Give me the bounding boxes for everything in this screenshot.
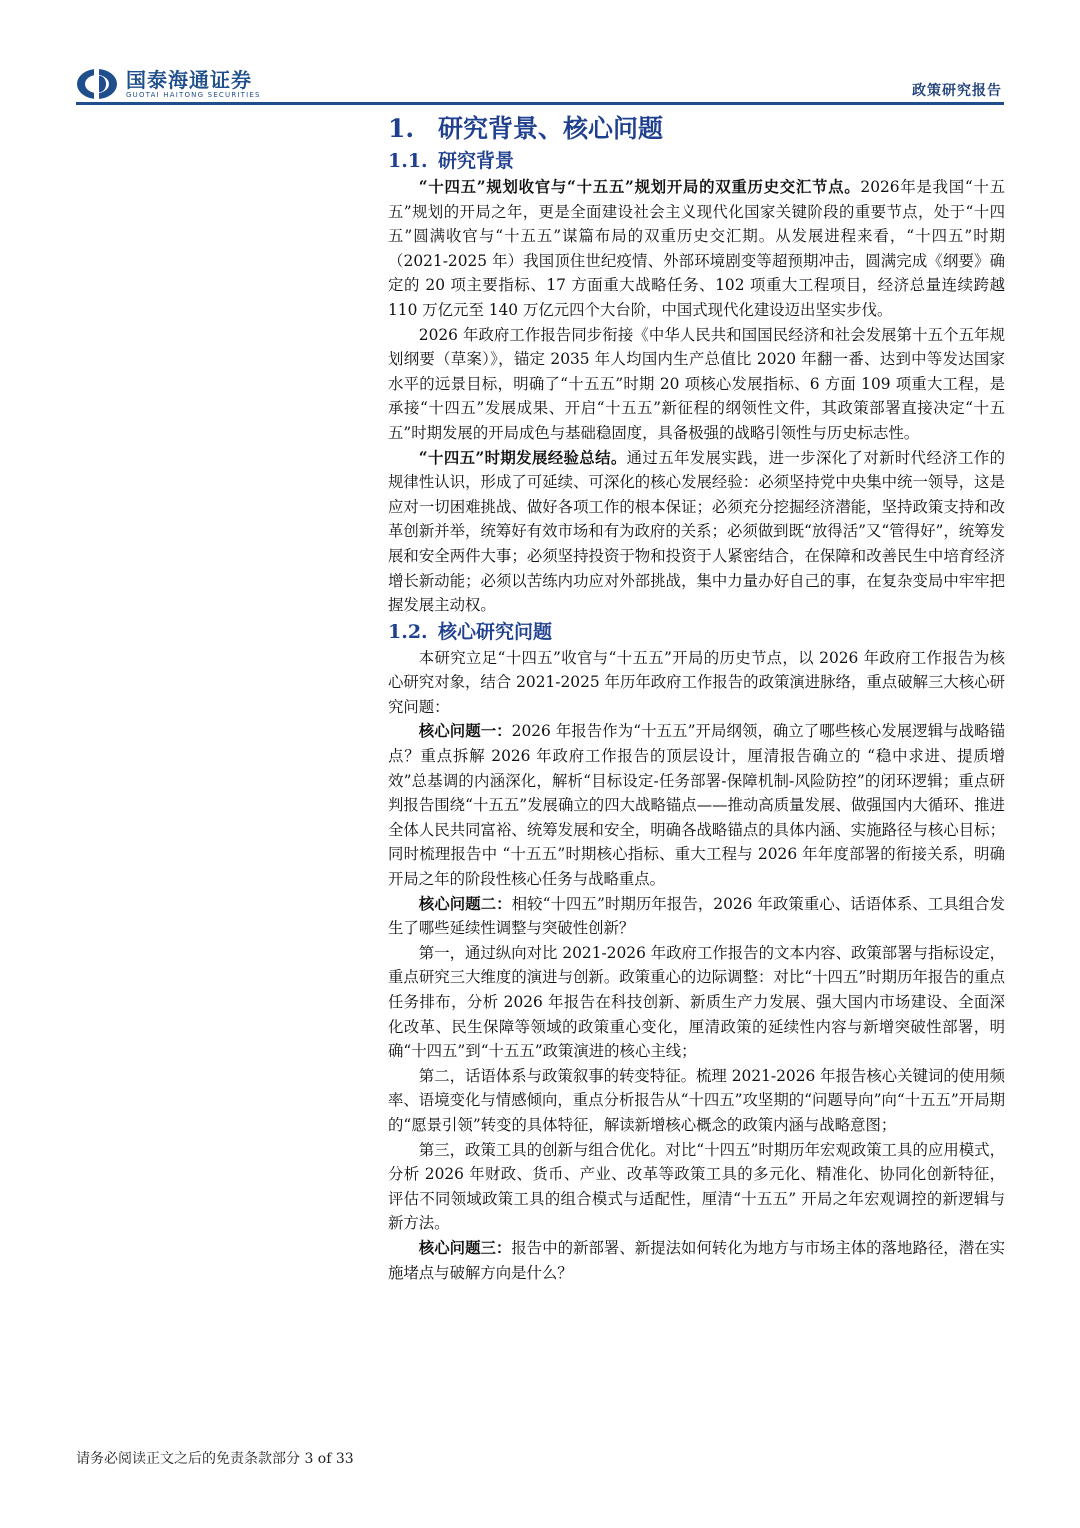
paragraph-core-question-1	[388, 719, 1005, 891]
paragraph-text: 2026年是我国“十五五”规划的开局之年，更是全面建设社会主义现代化国家关键阶段的重要节点，处于“十四五”圆满收官与“十五五”谋篇布局的双重历史交汇期。从发展进程来看，“十四五”时期（2021-2025 年）我国顶住世纪疫情、外部环境剧变等超预期冲击，圆满完成《纲要》确定的 20 项主要指标、17 方面重大战略任务、102 项重大工程项目，经济总量连续跨越 110 万亿元至 140 万亿元四个大台阶，中国式现代化建设迈出坚实步伐。	[388, 178, 1005, 319]
page-footer: 请务必阅读正文之后的免责条款部分 3 of 33	[76, 1451, 354, 1467]
paragraph-lead: “十四五”时期发展经验总结。	[418, 448, 627, 467]
paragraph-core-question-3	[388, 1236, 1005, 1285]
paragraph-third-point	[388, 1138, 1005, 1236]
paragraph-text: 通过五年发展实践，进一步深化了对新时代经济工作的规律性认识，形成了可延续、可深化的核心发展经验：必须坚持党中央集中统一领导，这是应对一切困难挑战、做好各项工作的根本保证；必须充分挖掘经济潜能，坚持政策支持和改革创新并举，统筹好有效市场和有为政府的关系；必须做到既“放得活”又“管得好”，统筹发展和安全两件大事；必须坚持投资于物和投资于人紧密结合，在保障和改善民生中培育经济增长新动能；必须以苦练内功应对外部挑战，集中力量办好自己的事，在复杂变局中牢牢把握发展主动权。	[388, 448, 1005, 615]
section-title: 研究背景、核心问题	[438, 114, 664, 143]
section-heading-1	[388, 111, 1005, 147]
paragraph-lead: “十四五”规划收官与“十五五”规划开局的双重历史交汇节点。	[418, 178, 861, 196]
paragraph-first-point	[388, 941, 1005, 1064]
company-logo	[76, 66, 261, 102]
main-content	[388, 108, 1005, 1285]
paragraph-core-question-2	[388, 892, 1005, 941]
paragraph-text: 第一，通过纵向对比 2021-2026 年政府工作报告的文本内容、政策部署与指标设定，重点研究三大维度的演进与创新。政策重心的边际调整：对比“十四五”时期历年报告的重点任务排布，分析 2026 年报告在科技创新、新质生产力发展、强大国内市场建设、全面深化改革、民生保障等领域的政策重心变化，厘清政策的延续性内容与新增突破性部署，明确“十四五”到“十五五”政策演进的核心主线；	[388, 943, 1005, 1061]
subsection-heading-1-1	[388, 147, 1005, 175]
subsection-title: 研究背景	[438, 150, 515, 172]
logo-english-name: GUOTAI HAITONG SECURITIES	[126, 90, 261, 99]
paragraph-text: 报告中的新部署、新提法如何转化为地方与市场主体的落地路径，潜在实施堵点与破解方向是什么？	[388, 1238, 1005, 1282]
section-number: 1.	[388, 114, 415, 143]
logo-chinese-name: 国泰海通证券	[126, 67, 252, 92]
subsection-title: 核心研究问题	[438, 620, 553, 643]
subsection-number: 1.1.	[388, 150, 428, 172]
paragraph-text: 第三，政策工具的创新与组合优化。对比“十四五”时期历年宏观政策工具的应用模式，分析 2026 年财政、货币、产业、改革等政策工具的多元化、精准化、协同化创新特征，评估不同领域政策工具的组合模式与适配性，厘清“十五五” 开局之年宏观调控的新逻辑与新方法。	[388, 1140, 1005, 1233]
paragraph-lead: 核心问题三：	[418, 1238, 512, 1257]
paragraph-text: 第二，话语体系与政策叙事的转变特征。梳理 2021-2026 年报告核心关键词的使用频率、语境变化与情感倾向，重点分析报告从“十四五”攻坚期的“问题导向”向“十五五”开局期的“愿景引领”转变的具体特征，解读新增核心概念的政策内涵与战略意图；	[388, 1066, 1005, 1134]
paragraph-text: 相较“十四五”时期历年报告，2026 年政策重心、话语体系、工具组合发生了哪些延续性调整与突破性创新？	[388, 894, 1005, 938]
subsection-heading-1-2	[388, 618, 1005, 646]
header-divider	[76, 102, 1004, 105]
page-header	[0, 0, 1080, 108]
paragraph-dual-juncture	[388, 175, 1005, 323]
paragraph-2026-report	[388, 323, 1005, 446]
paragraph-text: 2026 年政府工作报告同步衔接《中华人民共和国国民经济和社会发展第十五个五年规划纲要（草案）》，锚定 2035 年人均国内生产总值比 2020 年翻一番、达到中等发达国家水平的远景目标，明确了“十五五”时期 20 项核心发展指标、6 方面 109 项重大工程，是承接“十四五”发展成果、开启“十五五”新征程的纲领性文件，其政策部署直接决定“十五五”时期发展的开局成色与基础稳固度，具备极强的战略引领性与历史标志性。	[388, 325, 1005, 442]
paragraph-lead: 核心问题二：	[418, 894, 512, 913]
paragraph-research-intro	[388, 646, 1005, 720]
subsection-number: 1.2.	[388, 620, 428, 643]
paragraph-experience-summary	[388, 446, 1005, 618]
paragraph-second-point	[388, 1064, 1005, 1138]
paragraph-lead: 核心问题一：	[418, 722, 512, 741]
guotai-haitong-logo-icon	[76, 67, 118, 101]
paragraph-text: 2026 年报告作为“十五五”开局纲领，确立了哪些核心发展逻辑与战略锚点？重点拆解 2026 年政府工作报告的顶层设计，厘清报告确立的 “稳中求进、提质增效”总基调的内涵深化，解析“目标设定-任务部署-保障机制-风险防控”的闭环逻辑；重点研判报告围绕“十五五”发展确立的四大战略锚点——推动高质量发展、做强国内大循环、推进全体人民共同富裕、统筹发展和安全，明确各战略锚点的具体内涵、实施路径与核心目标；同时梳理报告中 “十五五”时期核心指标、重大工程与 2026 年年度部署的衔接关系，明确开局之年的阶段性核心任务与战略重点。	[388, 722, 1005, 889]
report-type-label: 政策研究报告	[912, 83, 1002, 99]
paragraph-text: 本研究立足“十四五”收官与“十五五”开局的历史节点，以 2026 年政府工作报告为核心研究对象，结合 2021-2025 年历年政府工作报告的政策演进脉络，重点破解三大核心研究问题：	[388, 648, 1005, 716]
